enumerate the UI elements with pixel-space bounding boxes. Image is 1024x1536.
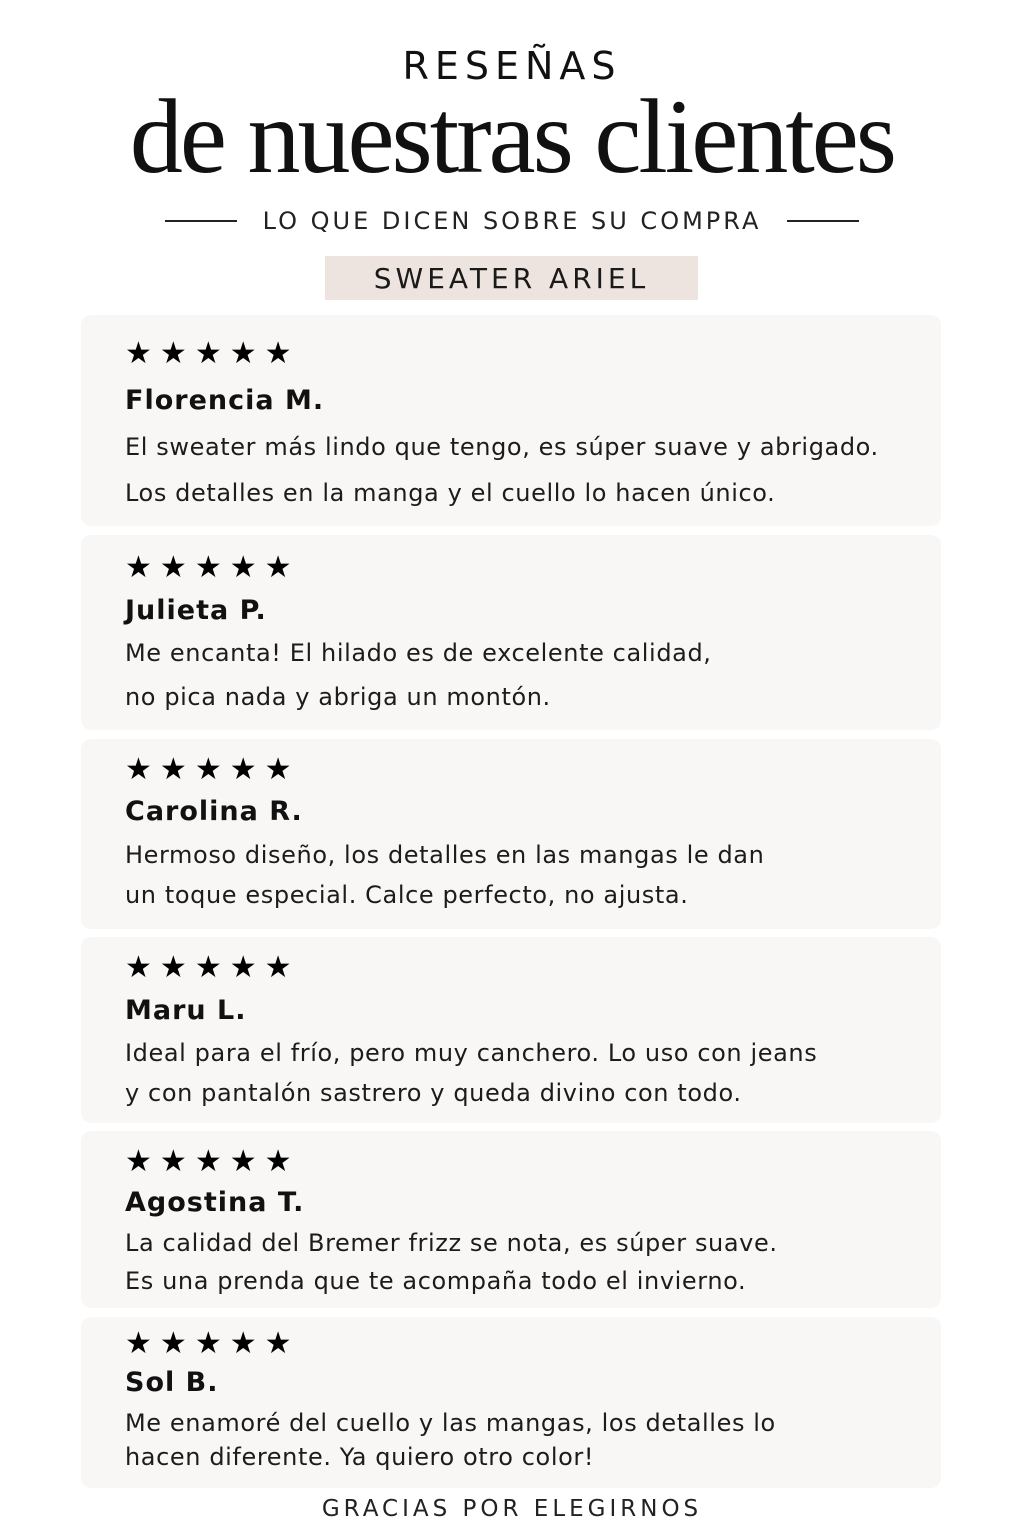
reviewer-name: Carolina R. [125, 796, 303, 827]
star-icon: ★ [264, 752, 292, 787]
review-text-line-1: Me encanta! El hilado es de excelente calidad, [125, 639, 712, 667]
review-text-line-1: El sweater más lindo que tengo, es súper suave y abrigado. [125, 433, 879, 461]
review-text-line-2: Es una prenda que te acompaña todo el invierno. [125, 1267, 747, 1295]
review-text-line-1: Ideal para el frío, pero muy canchero. Lo uso con jeans [125, 1039, 818, 1067]
rating-stars [125, 1144, 292, 1179]
rating-stars [125, 1326, 292, 1361]
star-icon: ★ [229, 336, 257, 371]
star-icon: ★ [125, 1144, 152, 1179]
right-divider [787, 220, 859, 222]
star-icon: ★ [229, 550, 257, 585]
star-icon: ★ [264, 1144, 292, 1179]
review-text-line-2: y con pantalón sastrero y queda divino con todo. [125, 1079, 742, 1107]
star-icon: ★ [159, 1326, 187, 1361]
star-icon: ★ [194, 1326, 222, 1361]
star-icon: ★ [229, 1144, 257, 1179]
reviewer-name: Julieta P. [125, 595, 267, 626]
page-subtitle: LO QUE DICEN SOBRE SU COMPRA [262, 207, 762, 235]
reviewer-name: Agostina T. [125, 1187, 305, 1218]
star-icon: ★ [159, 752, 187, 787]
star-icon: ★ [194, 1144, 222, 1179]
star-icon: ★ [125, 950, 152, 985]
rating-stars [125, 336, 292, 371]
page-kicker: RESEÑAS [402, 44, 622, 88]
star-icon: ★ [229, 1326, 257, 1361]
product-name: SWEATER ARIEL [373, 261, 650, 295]
review-card [81, 739, 941, 929]
star-icon: ★ [159, 550, 187, 585]
review-text-line-2: un toque especial. Calce perfecto, no ajusta. [125, 881, 689, 909]
product-badge [325, 256, 698, 300]
review-card [81, 315, 941, 526]
star-icon: ★ [264, 336, 292, 371]
reviewer-name: Maru L. [125, 995, 247, 1026]
star-icon: ★ [125, 336, 152, 371]
reviewer-name: Sol B. [125, 1367, 219, 1398]
left-divider [165, 220, 237, 222]
review-card [81, 1131, 941, 1308]
review-text-line-2: hacen diferente. Ya quiero otro color! [125, 1443, 595, 1471]
footer-thanks: GRACIAS POR ELEGIRNOS [321, 1496, 703, 1522]
review-card [81, 535, 941, 730]
star-icon: ★ [229, 752, 257, 787]
star-icon: ★ [125, 752, 152, 787]
review-text-line-1: Hermoso diseño, los detalles en las mangas le dan [125, 841, 765, 869]
review-text-line-1: Me enamoré del cuello y las mangas, los detalles lo [125, 1409, 776, 1437]
star-icon: ★ [264, 950, 292, 985]
rating-stars [125, 550, 292, 585]
star-icon: ★ [194, 752, 222, 787]
star-icon: ★ [159, 336, 187, 371]
star-icon: ★ [194, 950, 222, 985]
star-icon: ★ [194, 336, 222, 371]
star-icon: ★ [159, 950, 187, 985]
review-card [81, 937, 941, 1123]
star-icon: ★ [264, 1326, 292, 1361]
subtitle-row [0, 204, 1024, 238]
review-text-line-1: La calidad del Bremer frizz se nota, es súper suave. [125, 1229, 778, 1257]
header [0, 0, 1024, 305]
star-icon: ★ [229, 950, 257, 985]
star-icon: ★ [159, 1144, 187, 1179]
star-icon: ★ [264, 550, 292, 585]
star-icon: ★ [125, 550, 152, 585]
page-title: de nuestras clientes [129, 78, 895, 195]
review-card [81, 1317, 941, 1488]
star-icon: ★ [125, 1326, 152, 1361]
review-text-line-2: no pica nada y abriga un montón. [125, 683, 551, 711]
star-icon: ★ [194, 550, 222, 585]
reviewer-name: Florencia M. [125, 385, 325, 416]
rating-stars [125, 950, 292, 985]
rating-stars [125, 752, 292, 787]
review-text-line-2: Los detalles en la manga y el cuello lo hacen único. [125, 479, 776, 507]
